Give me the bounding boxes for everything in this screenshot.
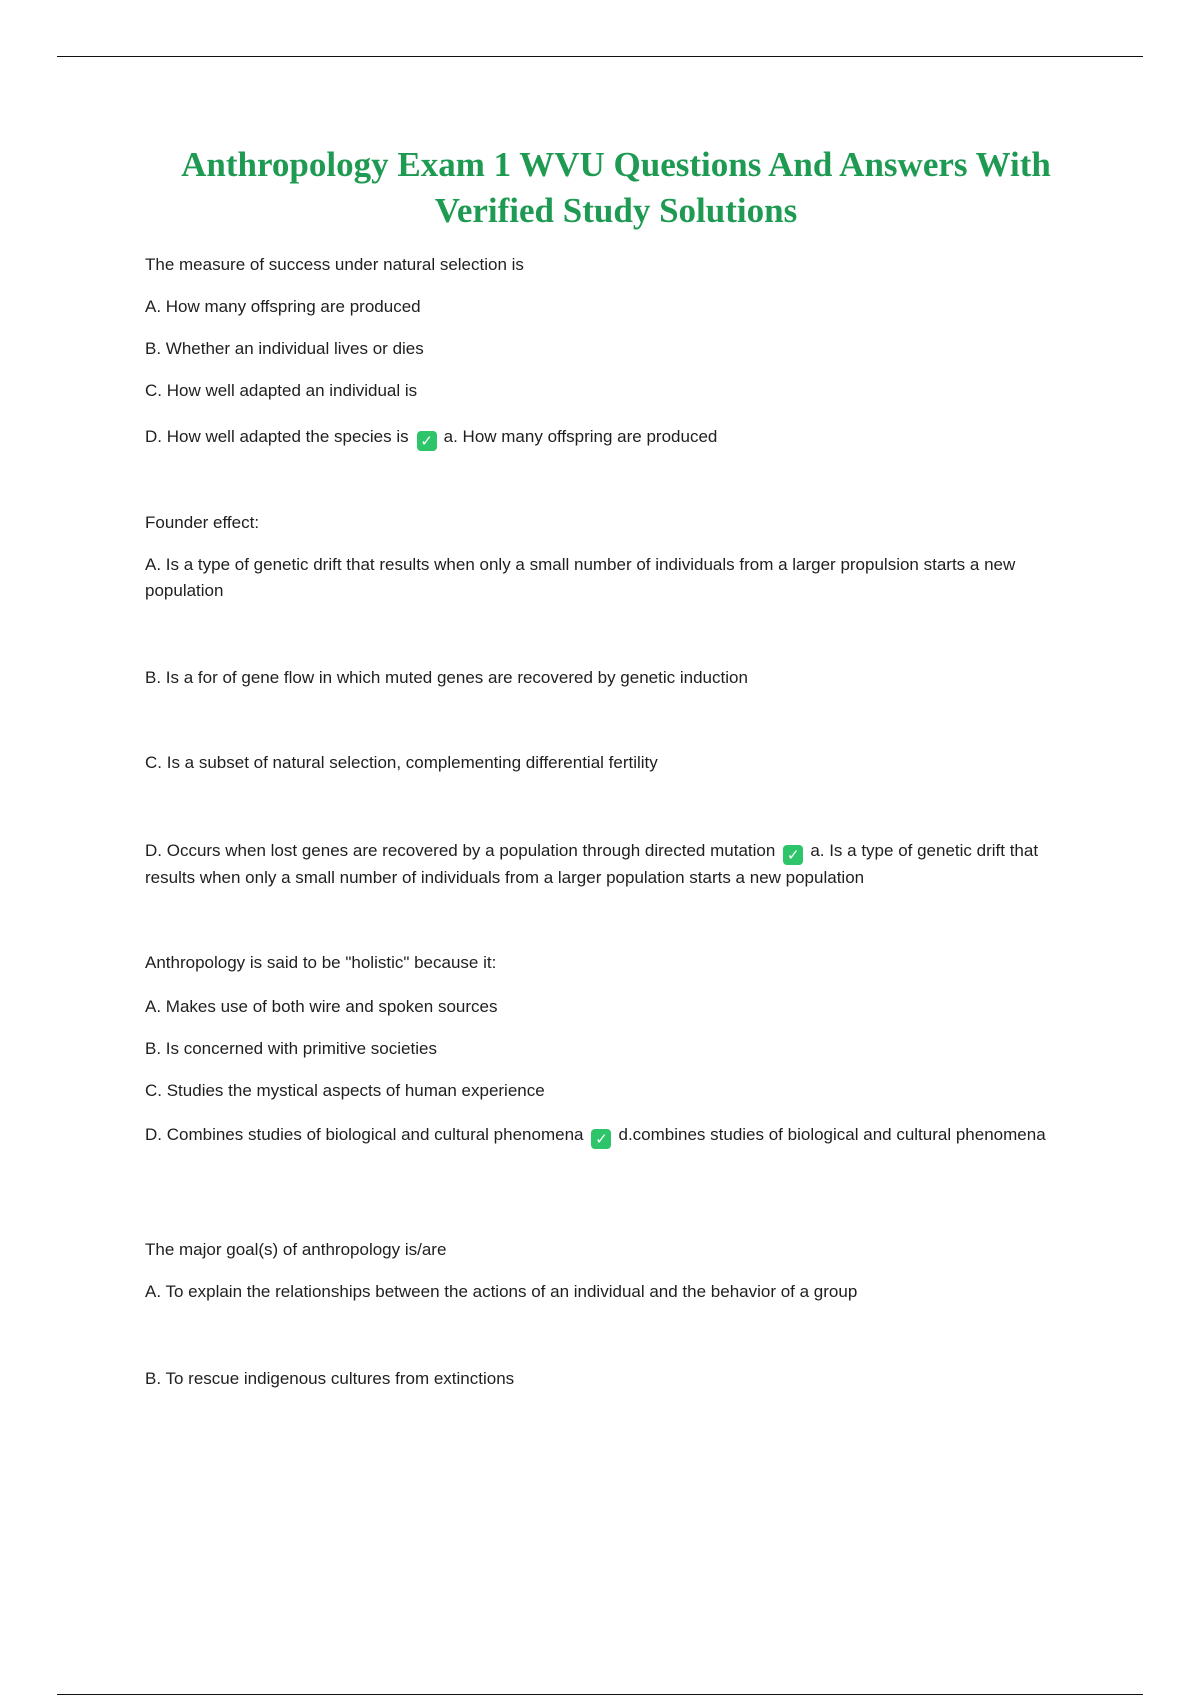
document-title: Anthropology Exam 1 WVU Questions And Answers With Verified Study Solutions xyxy=(181,145,1051,230)
question-3-option-c: C. Studies the mystical aspects of human experience xyxy=(145,1081,545,1100)
question-4-prompt: The major goal(s) of anthropology is/are xyxy=(145,1240,447,1259)
question-3-answer: d.combines studies of biological and cultural phenomena xyxy=(618,1125,1046,1144)
question-1-option-c: C. How well adapted an individual is xyxy=(145,381,418,400)
question-1-option-d-with-answer xyxy=(145,424,1085,451)
question-2-option-b: B. Is a for of gene flow in which muted genes are recovered by genetic induction xyxy=(145,668,748,687)
question-3-option-b: B. Is concerned with primitive societies xyxy=(145,1039,437,1058)
question-2-answer: a. Is a type of genetic drift that results when only a small number of individuals from a larger population starts a new population xyxy=(145,841,1039,887)
top-rule xyxy=(57,56,1143,57)
question-4-option-a: A. To explain the relationships between the actions of an individual and the behavior of a group xyxy=(145,1282,858,1301)
question-3-option-d: D. Combines studies of biological and cultural phenomena xyxy=(145,1125,584,1144)
green-check-icon: ✓ xyxy=(783,845,803,865)
question-1-option-a: A. How many offspring are produced xyxy=(145,297,421,316)
question-3-option-d-with-answer xyxy=(145,1122,1085,1149)
question-1-answer: a. How many offspring are produced xyxy=(443,427,718,446)
question-4-option-b: B. To rescue indigenous cultures from extinctions xyxy=(145,1369,515,1388)
question-1-option-d: D. How well adapted the species is xyxy=(145,427,409,446)
question-2-option-d: D. Occurs when lost genes are recovered by a population through directed mutation xyxy=(145,841,776,860)
question-2-option-c: C. Is a subset of natural selection, complementing differential fertility xyxy=(145,753,658,772)
question-3-prompt: Anthropology is said to be "holistic" because it: xyxy=(145,953,497,972)
question-1-option-b: B. Whether an individual lives or dies xyxy=(145,339,424,358)
green-check-icon: ✓ xyxy=(417,431,437,451)
bottom-rule xyxy=(57,1694,1143,1695)
question-2-option-a: A. Is a type of genetic drift that results when only a small number of individuals from a larger propulsion starts a new population xyxy=(145,555,1016,600)
green-check-icon: ✓ xyxy=(591,1129,611,1149)
question-2-prompt: Founder effect: xyxy=(145,513,260,532)
question-1-prompt: The measure of success under natural selection is xyxy=(145,255,524,274)
question-2-option-d-with-answer xyxy=(145,838,1085,891)
question-3-option-a: A. Makes use of both wire and spoken sources xyxy=(145,997,498,1016)
